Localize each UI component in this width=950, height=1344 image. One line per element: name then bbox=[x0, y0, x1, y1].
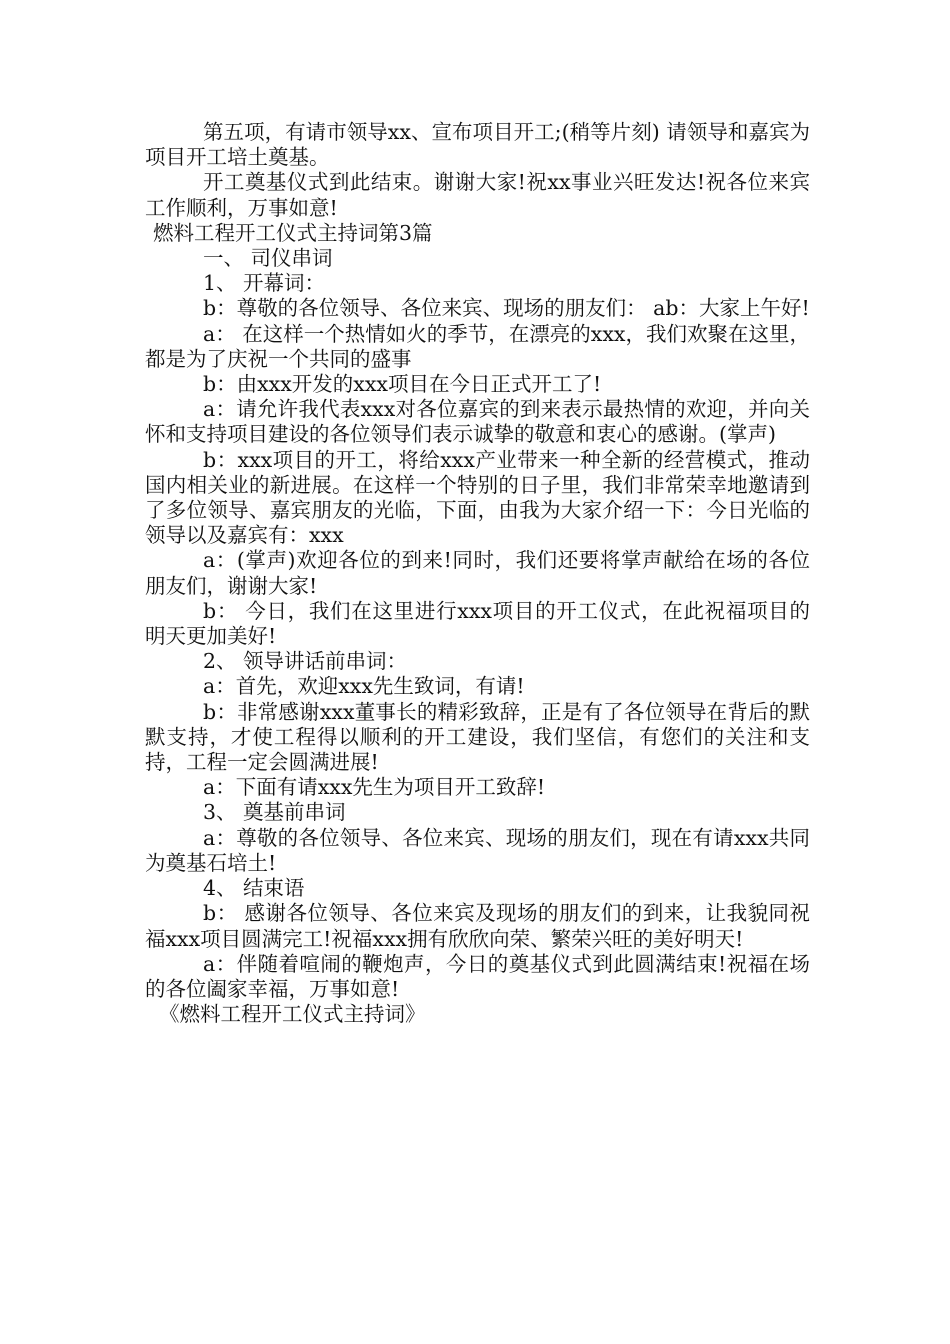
paragraph: a：下面有请xxx先生为项目开工致辞! bbox=[203, 775, 546, 800]
heading-item: 3、 奠基前串词 bbox=[203, 800, 346, 825]
document-title: 《燃料工程开工仪式主持词》 bbox=[159, 1002, 426, 1027]
paragraph: b：由xxx开发的xxx项目在今日正式开工了! bbox=[203, 372, 602, 397]
document-page bbox=[145, 120, 810, 1027]
paragraph: b：xxx项目的开工，将给xxx产业带来一种全新的经营模式，推动国内相关业的新进展。在这样一个特别的日子里，我们非常荣幸地邀请到了多位领导、嘉宾朋友的光临，下面，由我为大家介绍一下：今日光临的领导以及嘉宾有：xxx bbox=[145, 447, 810, 548]
paragraph: b： 感谢各位领导、各位来宾及现场的朋友们的到来，让我貌同祝福xxx项目圆满完工!祝福xxx拥有欣欣向荣、繁荣兴旺的美好明天! bbox=[145, 901, 810, 951]
paragraph: a：(掌声)欢迎各位的到来!同时，我们还要将掌声献给在场的各位朋友们，谢谢大家! bbox=[145, 548, 810, 598]
paragraph: a：首先，欢迎xxx先生致词，有请! bbox=[203, 674, 525, 699]
paragraph: a：伴随着喧闹的鞭炮声，今日的奠基仪式到此圆满结束!祝福在场的各位阖家幸福，万事如意! bbox=[145, 951, 810, 1001]
section-title: 燃料工程开工仪式主持词第3篇 bbox=[153, 220, 433, 245]
heading-item: 1、 开幕词： bbox=[203, 271, 326, 296]
paragraph: b：尊敬的各位领导、各位来宾、现场的朋友们： ab：大家上午好! bbox=[203, 296, 810, 321]
heading-item: 4、 结束语 bbox=[203, 876, 305, 901]
paragraph: b： 今日，我们在这里进行xxx项目的开工仪式，在此祝福项目的明天更加美好! bbox=[145, 598, 810, 649]
paragraph: a： 在这样一个热情如火的季节，在漂亮的xxx，我们欢聚在这里，都是为了庆祝一个共同的盛事 bbox=[145, 321, 810, 371]
heading-item: 2、 领导讲话前串词： bbox=[203, 649, 408, 674]
paragraph: 开工奠基仪式到此结束。谢谢大家!祝xx事业兴旺发达!祝各位来宾工作顺利，万事如意! bbox=[145, 170, 810, 220]
paragraph: 第五项，有请市领导xx、宣布项目开工;(稍等片刻) 请领导和嘉宾为项目开工培土奠基。 bbox=[145, 120, 810, 170]
paragraph: a：请允许我代表xxx对各位嘉宾的到来表示最热情的欢迎，并向关怀和支持项目建设的各位领导们表示诚挚的敬意和衷心的感谢。(掌声) bbox=[145, 397, 810, 447]
heading-item: 一、 司仪串词 bbox=[203, 246, 333, 271]
paragraph: b：非常感谢xxx董事长的精彩致辞，正是有了各位领导在背后的默默支持，才使工程得以顺利的开工建设，我们坚信，有您们的关注和支持，工程一定会圆满进展! bbox=[145, 699, 810, 775]
paragraph: a：尊敬的各位领导、各位来宾、现场的朋友们，现在有请xxx共同为奠基石培土! bbox=[145, 825, 810, 875]
